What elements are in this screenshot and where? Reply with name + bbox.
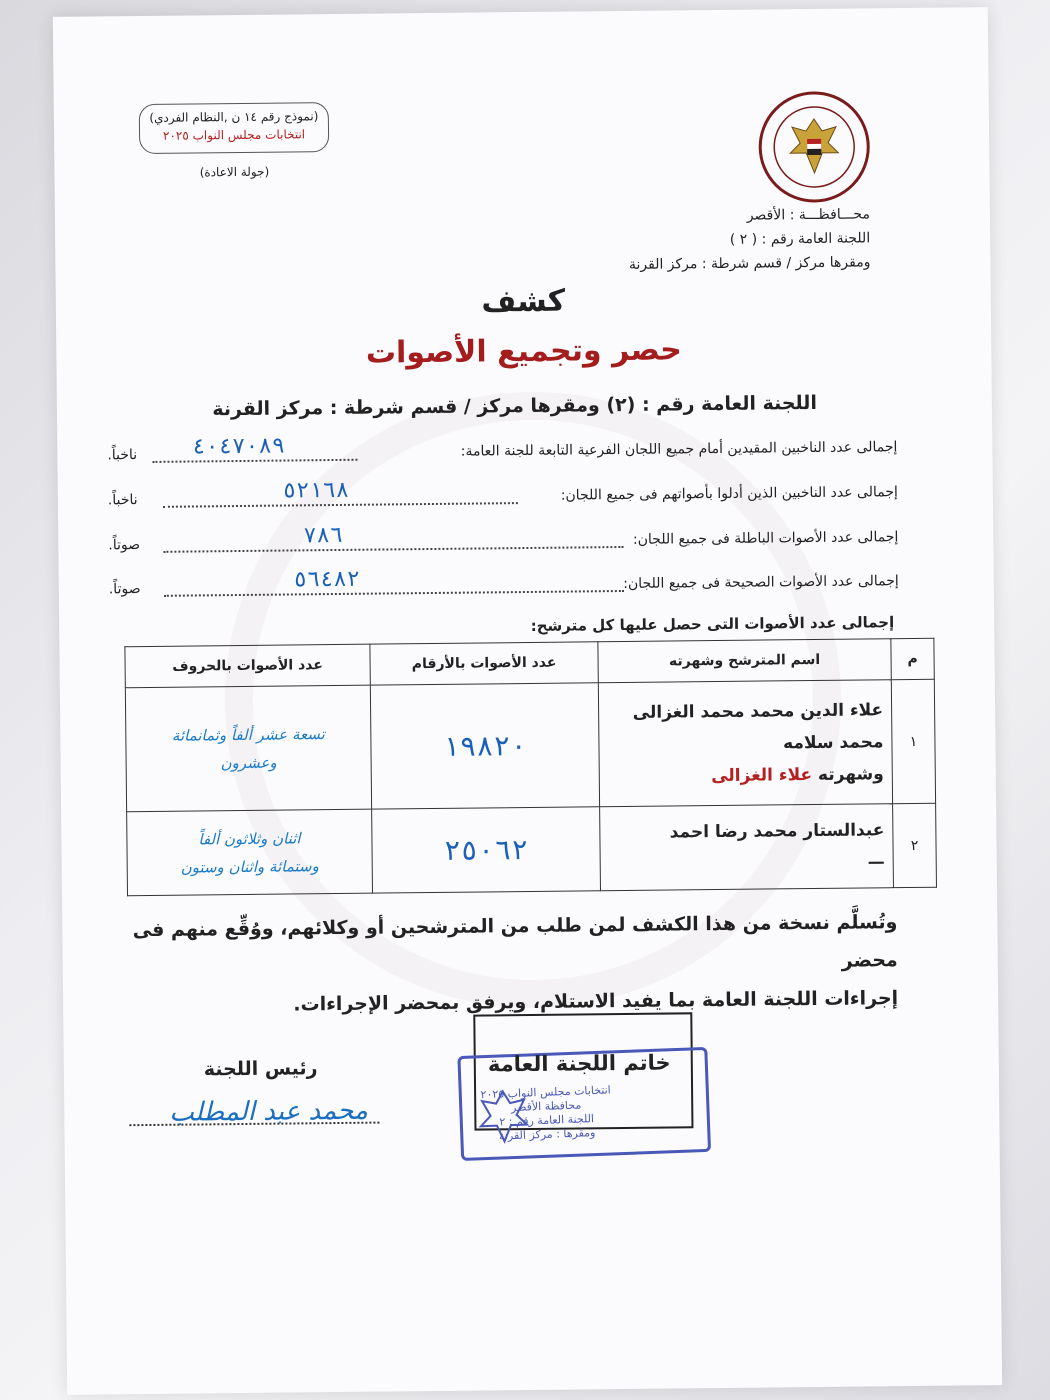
registered-voters-row bbox=[107, 431, 897, 473]
stamp-line: ومقرها : مركز القرنة bbox=[498, 1126, 596, 1143]
nea-logo bbox=[754, 86, 875, 207]
votes-digits: ١٩٨٢٠ bbox=[370, 683, 599, 809]
field-label: إجمالى عدد الناخبين الذين أدلوا بأصواتهم فى جميع اللجان: bbox=[560, 484, 898, 504]
handwritten-value: ٥٢١٦٨ bbox=[282, 477, 350, 504]
candidates-table bbox=[124, 638, 937, 896]
stamp-line: اللجنة العامة رقم : ٢ bbox=[499, 1112, 595, 1129]
committee-heading: اللجنة العامة رقم : (٢) ومقرها مركز / قسم شرطة : مركز القرنة bbox=[212, 391, 818, 421]
col-name: اسم المترشح وشهرته bbox=[598, 639, 891, 683]
candidate-name: عبدالستار محمد رضا احمد bbox=[669, 819, 885, 843]
candidate-nickname: علاء الغزالى bbox=[711, 764, 813, 786]
col-votes-digits: عدد الأصوات بالأرقام bbox=[370, 642, 598, 685]
field-unit: ناخباً. bbox=[107, 492, 138, 509]
handwritten-value: ٥٦٤٨٢ bbox=[293, 566, 361, 593]
candidate-nickname-line bbox=[602, 846, 885, 881]
dotted-line bbox=[152, 459, 357, 463]
election-name-line: انتخابات مجلس النواب ٢٠٢٥ bbox=[162, 127, 306, 143]
chair-signature: محمد عبد المطلب bbox=[169, 1095, 369, 1128]
col-votes-words: عدد الأصوات بالحروف bbox=[125, 644, 370, 688]
field-label: إجمالى عدد الناخبين المقيدين أمام جميع اللجان الفرعية التابعة للجنة العامة: bbox=[460, 439, 898, 460]
receipt-paragraph bbox=[77, 903, 898, 1026]
doc-title: كشف bbox=[481, 283, 566, 320]
table-row bbox=[127, 803, 937, 895]
votes-digits: ٢٥٠٦٢ bbox=[372, 807, 601, 893]
paragraph-line: وتُسلَّم نسخة من هذا الكشف لمن طلب من المترشحين أو وكلائهم، ووُقِّع منهم فى محضر bbox=[132, 911, 898, 972]
field-label: إجمالى عدد الأصوات الباطلة فى جميع اللجان: bbox=[632, 529, 899, 548]
votes-words-cell bbox=[127, 809, 373, 896]
form-number-box bbox=[139, 102, 330, 154]
committee-line: اللجنة العامة رقم : ( ٢ ) bbox=[729, 230, 871, 248]
form-number-line: (نموذج رقم ١٤ ن ,النظام الفردي) bbox=[149, 109, 319, 125]
stamp-line: محافظة الأقصر bbox=[510, 1098, 582, 1115]
egypt-eagle-emblem-icon bbox=[754, 86, 875, 207]
candidate-name-cell bbox=[600, 804, 894, 891]
candidate-nickname: — bbox=[867, 851, 885, 872]
candidate-name: علاء الدين محمد محمد الغزالى محمد سلامه bbox=[632, 699, 884, 753]
handwritten-value: ٤٠٤٧٠٨٩ bbox=[192, 433, 286, 460]
field-unit: ناخباً. bbox=[107, 447, 138, 464]
table-row bbox=[125, 679, 935, 812]
chair-label: رئيس اللجنة bbox=[203, 1057, 318, 1081]
candidate-nickname-line bbox=[601, 758, 884, 793]
candidate-name-cell bbox=[598, 680, 892, 807]
paragraph-line: إجراءات اللجنة العامة بما يفيد الاستلام، ويرفق بمحضر الإجراءات. bbox=[293, 987, 899, 1016]
votes-words-line: وستمائة واثنان وستون bbox=[180, 856, 319, 877]
round-label: (جولة الاعادة) bbox=[199, 164, 270, 180]
voters-voted-row bbox=[108, 476, 898, 518]
row-index: ١ bbox=[891, 679, 935, 803]
votes-words-line: اثنان وثلاثون ألفاً bbox=[198, 828, 301, 848]
field-unit: صوتاً. bbox=[108, 537, 141, 554]
col-index: م bbox=[891, 638, 934, 679]
document-sheet bbox=[53, 7, 1002, 1395]
governorate-line: محـــافظـــة : الأقصر bbox=[746, 206, 871, 224]
dotted-line bbox=[164, 590, 624, 597]
handwritten-value: ٧٨٦ bbox=[303, 522, 344, 549]
table-title: إجمالى عدد الأصوات التى حصل عليها كل مترشح: bbox=[530, 613, 895, 635]
field-label: إجمالى عدد الأصوات الصحيحة فى جميع اللجان: bbox=[623, 573, 899, 592]
stamp-eagle-icon bbox=[472, 1084, 536, 1148]
dotted-line bbox=[163, 546, 623, 553]
votes-words-cell bbox=[125, 685, 371, 812]
seat-line: ومقرها مركز / قسم شرطة : مركز القرنة bbox=[628, 254, 871, 273]
doc-subtitle: حصر وتجميع الأصوات bbox=[365, 332, 682, 371]
stamp-label: خاتم اللجنة العامة bbox=[487, 1050, 671, 1077]
field-unit: صوتاً. bbox=[108, 581, 141, 598]
row-index: ٢ bbox=[893, 803, 937, 887]
nickname-prefix: وشهرته bbox=[817, 763, 884, 785]
votes-words-line: وعشرون bbox=[220, 753, 277, 772]
votes-words-line: تسعة عشر ألفاً وثمانمائة bbox=[171, 724, 325, 745]
stamp-line: انتخابات مجلس النواب ٢٠٢٥ bbox=[480, 1083, 611, 1102]
